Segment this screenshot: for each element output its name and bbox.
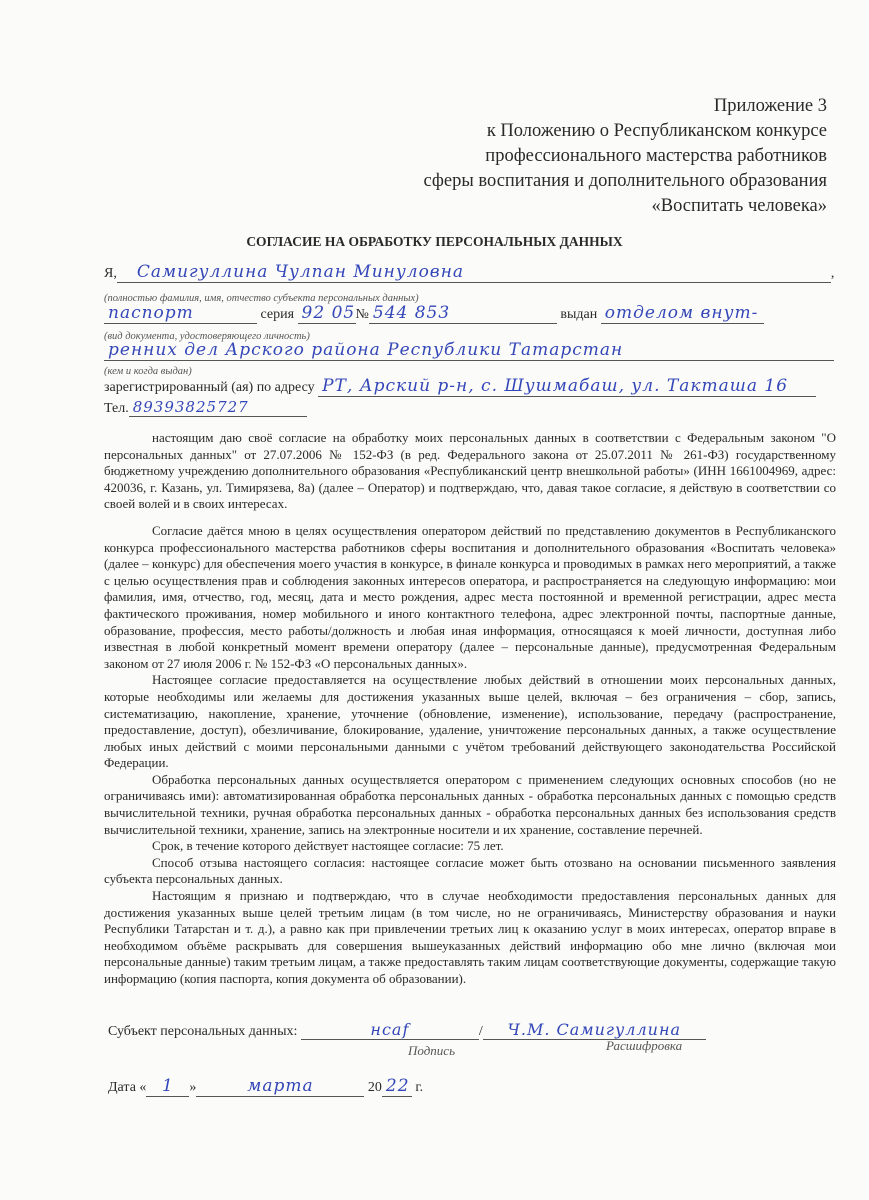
header-line: Приложение 3 xyxy=(713,96,827,116)
number-field: 544 853 xyxy=(369,303,557,324)
doc-caption: (вид документа, удостоверяющего личность) xyxy=(104,331,310,342)
year-abbr: г. xyxy=(415,1080,424,1095)
paragraph: Настоящим я признаю и подтверждаю, что в случае необходимости предоставления персональных данных для достижения указанных выше целей третьим лицам (в том числе, но не ограничиваясь, Министерству образования и науки Республики Татарстан и т. д.), а равно как при привлечении третьих лиц к оказанию услуг в моих интересах, оператор вправе в необходимом объёме раскрывать для совершения вышеуказанных действий информацию обо мне лично (включая мои персональные данные) таким третьим лицам, а также предоставлять таким лицам соответствующие документы, содержащие такую информацию (копия паспорта, копия документа об образовании). xyxy=(104,888,836,986)
number-label: № xyxy=(355,307,369,322)
header-line: к Положению о Республиканском конкурсе xyxy=(486,121,827,141)
date-quote: » xyxy=(189,1080,197,1095)
phone-label: Тел. xyxy=(104,401,129,416)
header-line: «Воспитать человека» xyxy=(651,196,827,216)
series-label: серия xyxy=(260,307,295,322)
full-name-field: Самигуллина Чулпан Минуловна xyxy=(117,262,831,283)
decoded-caption: Расшифровка xyxy=(606,1038,683,1053)
name-caption: (полностью фамилия, имя, отчество субъекта персональных данных) xyxy=(104,293,419,304)
consent-body xyxy=(104,430,836,988)
issued-row xyxy=(104,340,834,361)
date-label: Дата « xyxy=(108,1080,147,1095)
name-row: Я, Самигуллина Чулпан Минуловна , xyxy=(104,262,835,282)
header-line: сферы воспитания и дополнительного образования xyxy=(423,171,827,191)
month-field: марта xyxy=(196,1076,364,1097)
signature-label: Субъект персональных данных: xyxy=(108,1024,298,1039)
paragraph: Настоящее согласие предоставляется на осуществление любых действий в отношении моих персональных данных, которые необходимы или желаемы для достижения указанных выше целей, включая – без ограничения – сбор, запись, систематизацию, накопление, хранение, уточнение (обновление, изменение), использование, передачу (распространение, предоставление, доступ), обезличивание, блокирование, удаление, уничтожение персональных данных, а также осуществление любых иных действий с моими персональными данными с учётом требований действующего законодательства Российской Федерации. xyxy=(104,672,836,771)
signature-caption: Подпись xyxy=(408,1043,455,1058)
issued-label: выдан xyxy=(560,307,598,322)
signature-row: Субъект персональных данных: нсаf / Ч.М. Самигуллина xyxy=(108,1020,706,1040)
document-row xyxy=(104,303,764,324)
phone-row xyxy=(104,398,307,417)
issued-by-field: отделом внут- xyxy=(601,303,764,324)
doc-type-field: паспорт xyxy=(104,303,257,324)
paragraph: Срок, в течение которого действует настоящее согласие: 75 лет. xyxy=(152,838,504,854)
year-prefix: 20 xyxy=(367,1080,382,1095)
signature-field: нсаf xyxy=(301,1020,479,1040)
header-line: профессионального мастерства работников xyxy=(485,146,827,166)
address-label: зарегистрированный (ая) по адресу xyxy=(104,380,315,395)
paragraph: настоящим даю своё согласие на обработку моих персональных данных в соответствии с Федеральным законом "О персональных данных" от 27.07.2006 № 152-ФЗ (в ред. Федерального закона от 25.07.2011 № 261-ФЗ) государственному бюджетному учреждению дополнительного образования «Республиканский центр внешкольной работы» (ИНН 1661004969, адрес: 420036, г. Казань, ул. Тимирязева, 8а) (далее – Оператор) и подтверждаю, что, давая такое согласие, я действую в соответствии со своей волей и в своих интересах. xyxy=(104,430,836,512)
issued-by-field-cont: ренних дел Арского района Республики Татарстан xyxy=(104,340,834,361)
appendix-header xyxy=(423,94,827,219)
issued-caption: (кем и когда выдан) xyxy=(104,366,192,377)
address-field: РТ, Арский р-н, с. Шушмабаш, ул. Такташа 16 xyxy=(318,376,816,397)
phone-field: 89393825727 xyxy=(129,398,307,417)
series-field: 92 05 xyxy=(298,303,356,324)
date-row xyxy=(108,1076,423,1097)
document-title: СОГЛАСИЕ НА ОБРАБОТКУ ПЕРСОНАЛЬНЫХ ДАННЫХ xyxy=(246,234,623,249)
day-field: 1 xyxy=(146,1076,189,1097)
paragraph: Способ отзыва настоящего согласия: настоящее согласие может быть отозвано на основании письменного заявления субъекта персональных данных. xyxy=(104,854,836,887)
paragraph: Согласие даётся мною в целях осуществления оператором действий по представлению документов в Республиканского конкурса профессионального мастерства работников сферы воспитания и дополнительного образования «Воспитать человека» (далее – конкурс) для обеспечения моего участия в конкурсе, в финале конкурса и проводимых в рамках него мероприятий, а также с целью осуществления прав и соблюдения законных интересов оператора, и распространяется на следующую информацию: мои фамилия, имя, отчество, год, месяц, дата и место рождения, адрес места постоянной и временной регистрации, адрес места фактического проживания, номер мобильного и иного контактного телефона, адрес электронной почты, паспортные данные, образование, профессия, место работы/должность и любая иная информация, относящаяся к моей личности, доступная либо известная в любой конкретный момент времени оператору (далее – персональные данные), предусмотренная Федеральным законом от 27 июля 2006 г. № 152-ФЗ «О персональных данных». xyxy=(104,522,836,671)
i-label: Я, xyxy=(104,266,117,281)
paragraph: Обработка персональных данных осуществляется оператором с применением следующих основных способов (но не ограничиваясь ими): автоматизированная обработка персональных данных - обработка персональных данных с помощью средств вычислительной техники, ручная обработка персональных данных - обработка персональных данных без использования средств вычислительной техники, хранение, запись на электронные носители и их хранение, составление перечней. xyxy=(104,771,836,837)
year-field: 22 xyxy=(382,1076,412,1097)
address-row xyxy=(104,376,816,397)
decoded-name-field: Ч.М. Самигуллина xyxy=(483,1020,706,1040)
